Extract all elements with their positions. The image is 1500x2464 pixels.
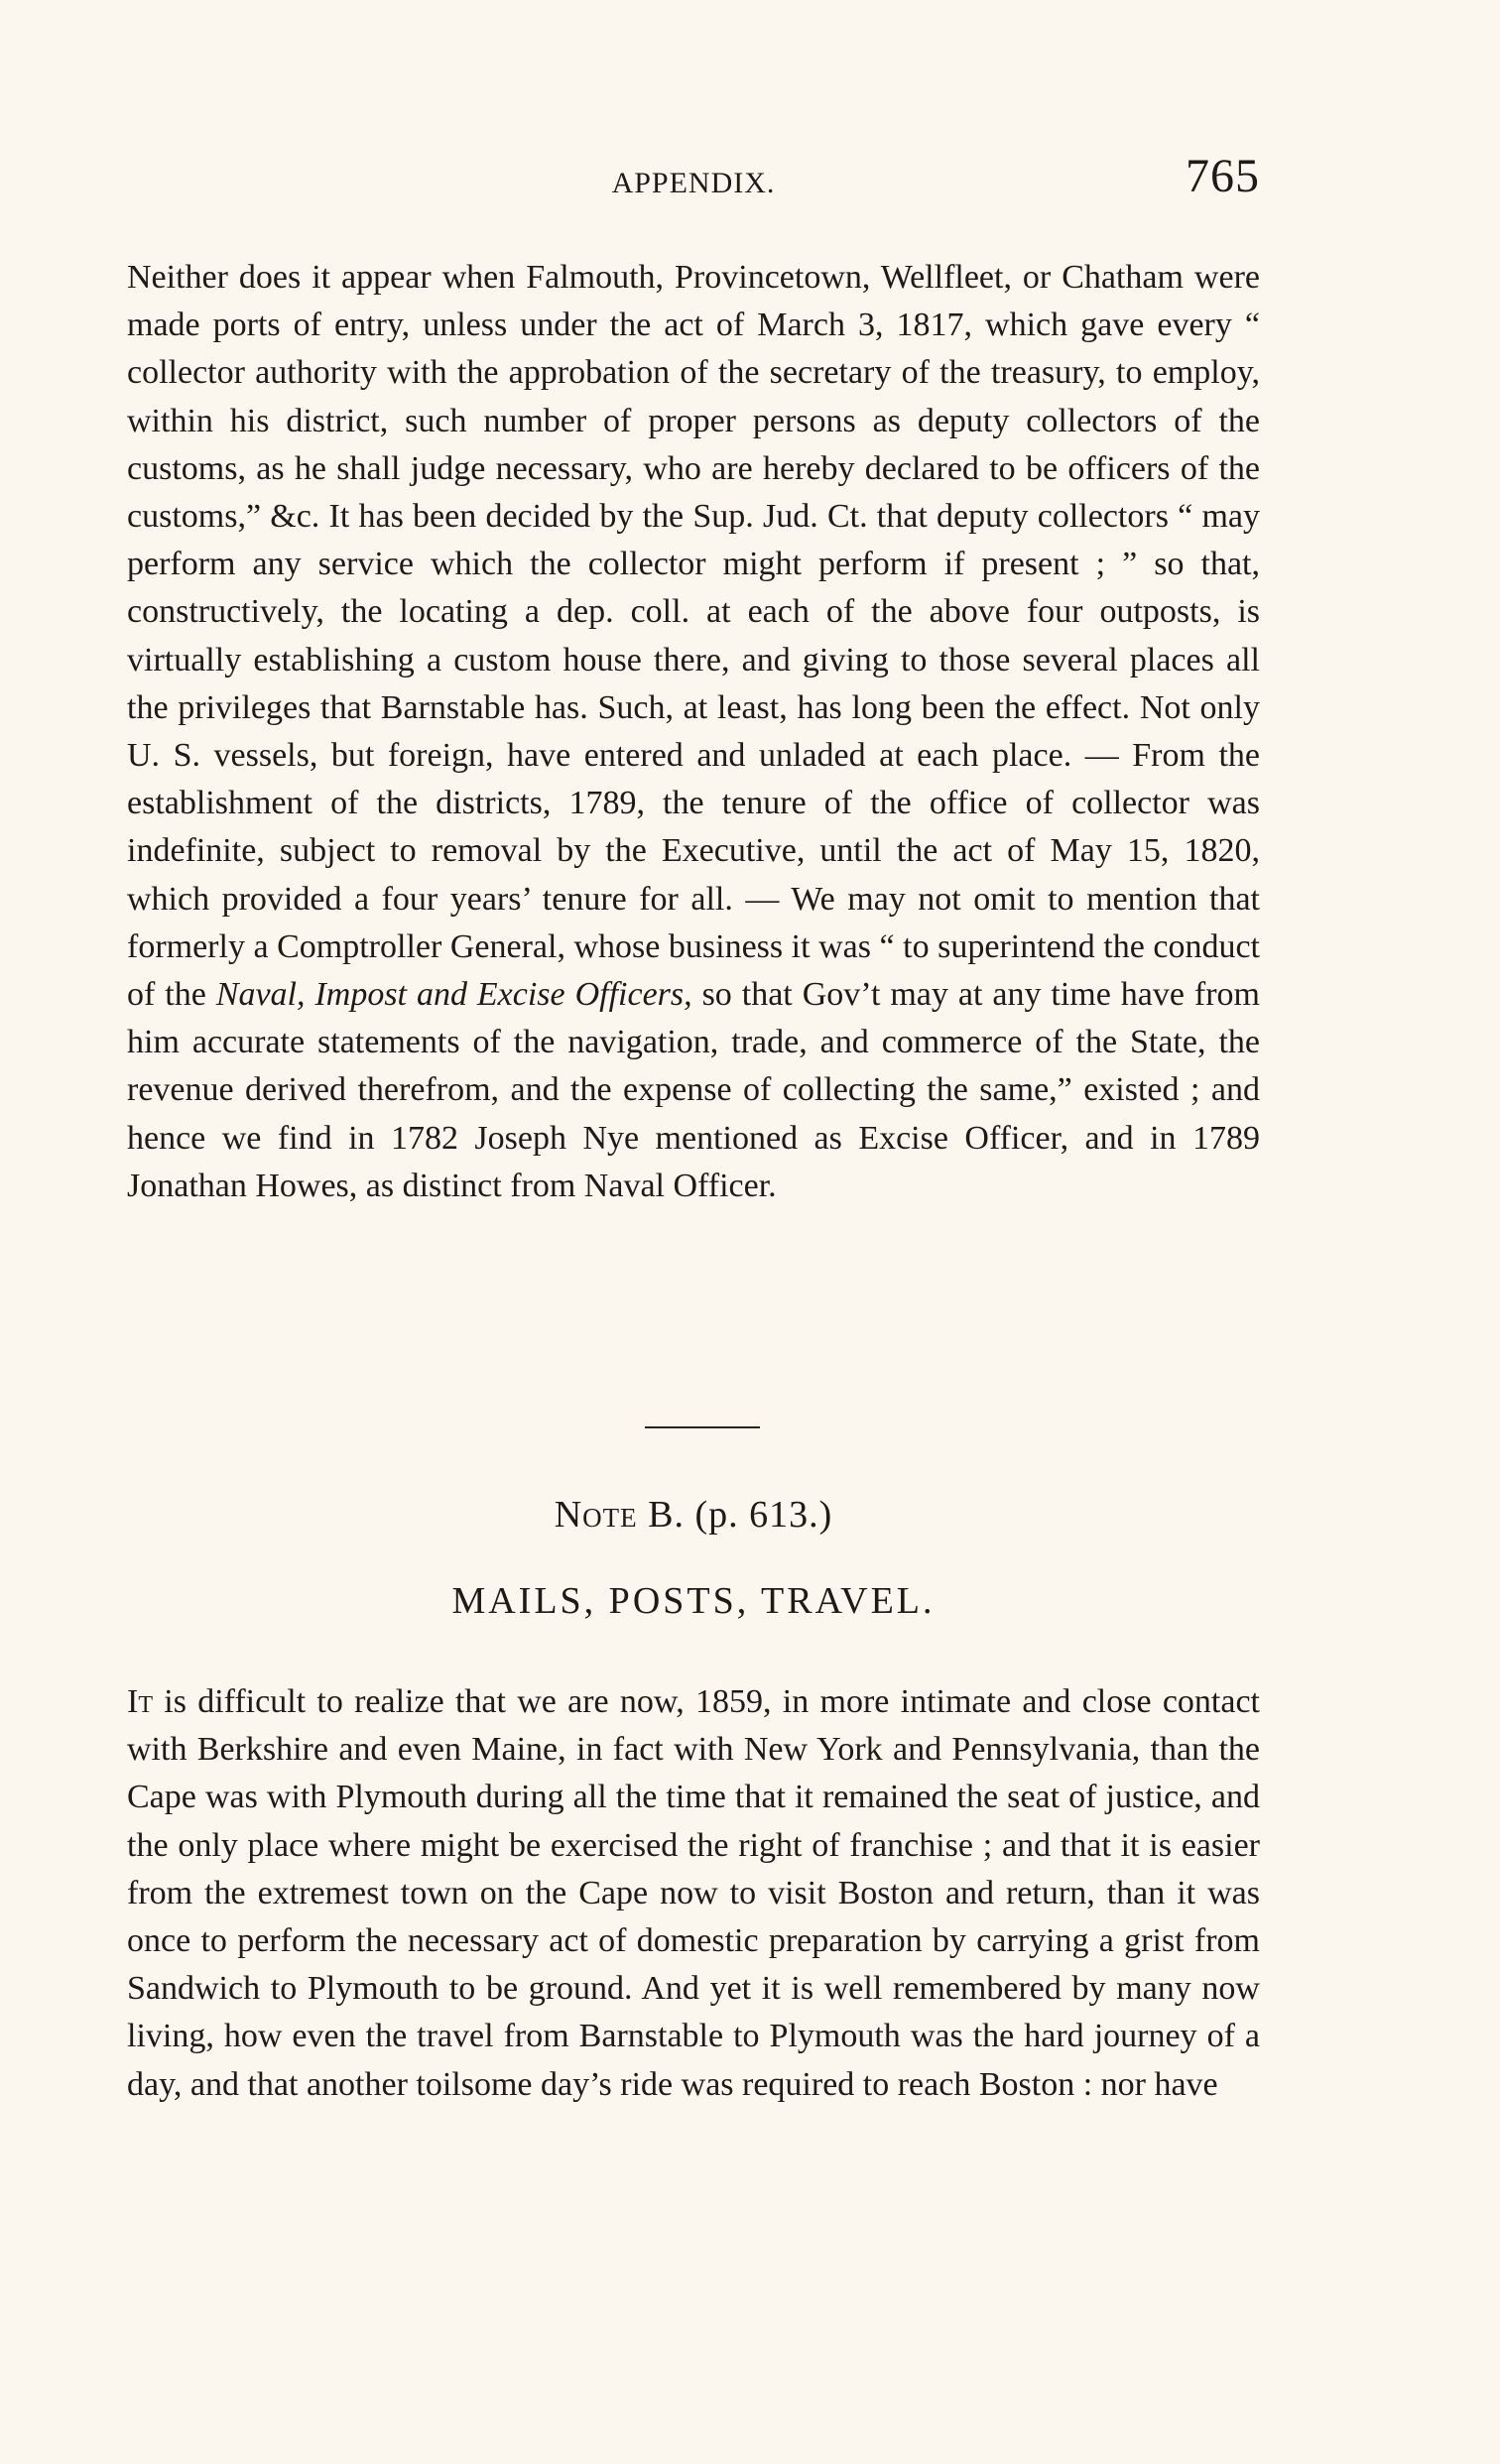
paragraph-text: is difficult to realize that we are now, 1859, in more intimate and close contact with Berkshire and even Maine, in fact with New York and Pennsylvania, than the Cape was with Plymouth during all the time that it remained the seat of justice, and the only place where might be exercised the right of franchise ; and that it is easier from the extremest town on the Cape now to visit Boston and return, than it was once to perform the necessary act of domestic preparation by carrying a grist from Sandwich to Plymouth to be ground. And yet it is well remembered by many now living, how even the travel from Barnstable to Plymouth was the hard journey of a day, and that another toilsome day’s ride was required to reach Boston : nor have xyxy=(127,1683,1260,2103)
page-number: 765 xyxy=(1186,150,1260,202)
lead-word: It xyxy=(127,1683,153,1720)
note-heading xyxy=(127,1493,1260,1537)
running-title: APPENDIX. xyxy=(611,167,776,199)
running-head xyxy=(127,149,1260,208)
paragraph-text: Neither does it appear when Falmouth, Provincetown, Wellfleet, or Chatham were made ports of entry, unless under the act of March 3, 1817, which gave every “ collector authority with the approbation of the secretary of the treasury, to employ, within his district, such number of proper persons as deputy collectors of the customs, as he shall judge necessary, who are hereby declared to be officers of the customs,” &c. It has been decided by the Sup. Jud. Ct. that deputy collectors “ may perform any service which the collector might perform if present ; ” so that, constructively, the locating a dep. coll. at each of the above four outposts, is virtually establishing a custom house there, and giving to those several places all the privileges that Barnstable has. Such, at least, has long been the effect. Not only U. S. vessels, but foreign, have entered and unladed at each place. — From the establishment of the districts, 1789, the tenure of the office of collector was indefinite, subject to removal by the Executive, until the act of May 15, 1820, which provided a four years’ tenure for all. — We may not omit to mention that formerly a Comptroller General, whose business it was “ to superintend the conduct of the xyxy=(127,259,1260,1014)
first-paragraph-block xyxy=(127,254,1260,1210)
second-paragraph-block xyxy=(127,1678,1260,2109)
italic-phrase: Naval, Impost and Excise Officers, xyxy=(215,976,692,1014)
body-paragraph xyxy=(127,1678,1260,2109)
section-title: MAILS, POSTS, TRAVEL. xyxy=(451,1580,936,1622)
note-label: Note B. xyxy=(554,1494,685,1536)
note-reference: (p. 613.) xyxy=(694,1494,833,1536)
section-divider xyxy=(645,1426,760,1428)
body-paragraph xyxy=(127,254,1260,1210)
paragraph-text: so that Gov’t may at any time have from him accurate statements of the navigation, trade, and commerce of the State, the revenue derived therefrom, and the expense of collecting the same,” existed ; and hence we find in 1782 Joseph Nye mentioned as Excise Officer, and in 1789 Jonathan Howes, as distinct from Naval Officer. xyxy=(127,976,1261,1204)
